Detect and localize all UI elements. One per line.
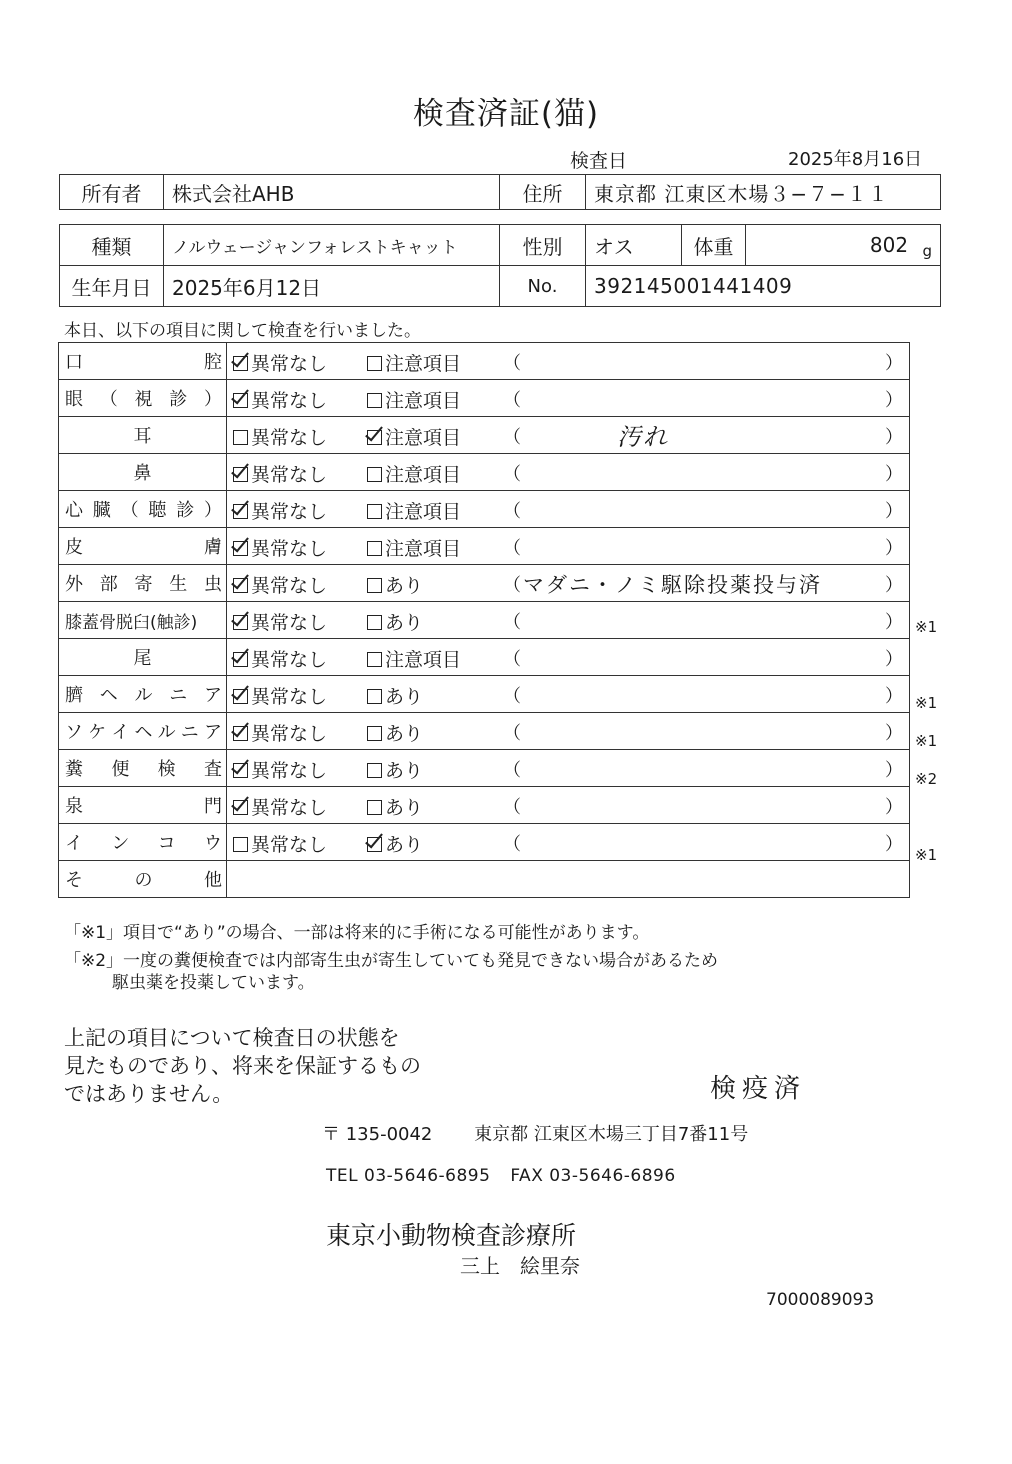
caution-checkbox[interactable]	[367, 571, 423, 598]
paren-open: （	[503, 834, 521, 855]
other-notes[interactable]	[227, 861, 910, 898]
check-category	[59, 454, 227, 491]
normal-checkbox[interactable]	[233, 386, 327, 413]
check-row	[59, 417, 910, 454]
checkbox-label: 異常なし	[251, 353, 328, 375]
footnote-mark: ※1	[915, 732, 938, 750]
checkbox-label: あり	[385, 612, 424, 634]
paren-close: ）	[885, 723, 903, 744]
caution-checkbox[interactable]	[367, 793, 423, 820]
normal-checkbox[interactable]	[233, 608, 327, 635]
check-options	[227, 713, 910, 750]
check-category-label: 皮 膚	[65, 537, 222, 558]
owner-label: 所有者	[60, 175, 164, 210]
address-value: 東京都 江東区木場３−７−１１	[586, 175, 941, 210]
examiner-name: 三上 絵里奈	[460, 1254, 580, 1278]
paren-close: ）	[885, 390, 903, 411]
sex-label: 性別	[500, 225, 586, 266]
paren-close: ）	[885, 760, 903, 781]
check-category-label: 口 腔	[65, 352, 222, 373]
checkbox-icon[interactable]	[233, 467, 248, 482]
footnote-1: 「※1」項目で“あり”の場合、一部は将来的に手術になる可能性があります。	[64, 923, 650, 943]
check-category-label: 心 臓 （ 聴 診 ）	[65, 500, 222, 521]
check-category	[59, 343, 227, 380]
check-row	[59, 454, 910, 491]
caution-checkbox[interactable]	[367, 682, 423, 709]
breed-value: ノルウェージャンフォレストキャット	[164, 225, 500, 266]
check-options	[227, 528, 910, 565]
paren-close: ）	[885, 427, 903, 448]
check-options	[227, 639, 910, 676]
checkbox-label: 異常なし	[251, 575, 328, 597]
check-category	[59, 491, 227, 528]
caution-checkbox[interactable]	[367, 423, 461, 450]
clinic-address: 東京都 江東区木場三丁目7番11号	[474, 1124, 749, 1145]
check-options	[227, 380, 910, 417]
checkbox-label: 異常なし	[251, 612, 328, 634]
normal-checkbox[interactable]	[233, 645, 327, 672]
checkbox-icon[interactable]	[233, 652, 248, 667]
paren-open: （	[503, 427, 521, 448]
paren-close: ）	[885, 538, 903, 559]
checkbox-icon[interactable]	[233, 578, 248, 593]
checkbox-icon[interactable]	[233, 393, 248, 408]
checkbox-icon[interactable]	[367, 467, 382, 482]
checkbox-icon[interactable]	[233, 837, 248, 852]
check-options	[227, 417, 910, 454]
paren-close: ）	[885, 464, 903, 485]
postal-code: 〒 135-0042	[322, 1124, 433, 1145]
check-category-label: 尾	[133, 648, 152, 669]
check-note: 汚れ	[617, 423, 669, 451]
caution-checkbox[interactable]	[367, 534, 461, 561]
normal-checkbox[interactable]	[233, 534, 327, 561]
normal-checkbox[interactable]	[233, 719, 327, 746]
check-category	[59, 861, 227, 898]
weight-cell	[746, 225, 941, 266]
check-row	[59, 639, 910, 676]
sex-value: オス	[586, 225, 682, 266]
checkbox-label: 注意項目	[385, 464, 462, 486]
check-row	[59, 676, 910, 713]
checkbox-label: 注意項目	[385, 390, 462, 412]
checkbox-label: 異常なし	[251, 797, 328, 819]
check-category	[59, 417, 227, 454]
checkbox-icon[interactable]	[233, 430, 248, 445]
checkbox-icon[interactable]	[233, 356, 248, 371]
paren-close: ）	[885, 353, 903, 374]
checkbox-label: 注意項目	[385, 353, 462, 375]
check-category-label: 糞 便 検 査	[65, 759, 222, 780]
check-category	[59, 380, 227, 417]
checkbox-icon[interactable]	[367, 393, 382, 408]
paren-open: （	[503, 501, 521, 522]
check-category	[59, 750, 227, 787]
checkbox-label: 注意項目	[385, 649, 462, 671]
check-options	[227, 343, 910, 380]
check-row	[59, 565, 910, 602]
normal-checkbox[interactable]	[233, 830, 327, 857]
checkbox-label: 注意項目	[385, 427, 462, 449]
paren-open: （	[503, 612, 521, 633]
checkbox-label: あり	[385, 686, 424, 708]
no-label: No.	[500, 266, 586, 307]
exam-date-label: 検査日	[570, 150, 628, 172]
checkbox-label: あり	[385, 797, 424, 819]
checkbox-icon[interactable]	[233, 541, 248, 556]
paren-close: ）	[885, 501, 903, 522]
paren-open: （	[503, 353, 521, 374]
normal-checkbox[interactable]	[233, 682, 327, 709]
checkbox-icon[interactable]	[367, 615, 382, 630]
checkbox-label: 注意項目	[385, 538, 462, 560]
animal-table	[59, 224, 941, 307]
check-category-label: そ の 他	[65, 870, 222, 891]
checkbox-icon[interactable]	[233, 763, 248, 778]
caution-checkbox[interactable]	[367, 830, 423, 857]
check-options	[227, 750, 910, 787]
check-category	[59, 824, 227, 861]
paren-close: ）	[885, 797, 903, 818]
checkbox-label: 注意項目	[385, 501, 462, 523]
footnote-mark: ※1	[915, 846, 938, 864]
check-row-other	[59, 861, 910, 898]
paren-open: （	[503, 686, 521, 707]
weight-unit: g	[922, 242, 932, 260]
breed-label: 種類	[60, 225, 164, 266]
checkbox-label: あり	[385, 760, 424, 782]
footnote-mark: ※1	[915, 618, 938, 636]
checkbox-label: 異常なし	[251, 538, 328, 560]
check-category-label: イ ン コ ウ	[65, 833, 222, 854]
check-row	[59, 343, 910, 380]
paren-close: ）	[885, 575, 903, 596]
fax: FAX 03-5646-6896	[510, 1166, 676, 1186]
checkbox-label: 異常なし	[251, 760, 328, 782]
check-table	[58, 342, 910, 898]
check-category-label: 外 部 寄 生 虫	[65, 574, 222, 595]
caution-checkbox[interactable]	[367, 386, 461, 413]
check-category	[59, 602, 227, 639]
normal-checkbox[interactable]	[233, 756, 327, 783]
check-category-label: 眼 （ 視 診 ）	[65, 389, 222, 410]
paren-open: （	[503, 575, 521, 596]
contact-line	[326, 1166, 676, 1186]
checkbox-icon[interactable]	[367, 652, 382, 667]
check-category	[59, 787, 227, 824]
checkbox-icon[interactable]	[367, 578, 382, 593]
exam-date: 2025年8月16日	[788, 149, 923, 170]
address-label: 住所	[500, 175, 586, 210]
certification-text	[64, 1024, 421, 1108]
check-category	[59, 528, 227, 565]
check-row	[59, 750, 910, 787]
checkbox-icon[interactable]	[367, 541, 382, 556]
checkbox-icon[interactable]	[367, 763, 382, 778]
paren-close: ）	[885, 649, 903, 670]
checkbox-icon[interactable]	[233, 726, 248, 741]
check-options	[227, 787, 910, 824]
intro-text: 本日、以下の項目に関して検査を行いました。	[64, 321, 421, 341]
checkbox-icon[interactable]	[367, 837, 382, 852]
check-options	[227, 676, 910, 713]
footnote-2-line1: 「※2」一度の糞便検査では内部寄生虫が寄生していても発見できない場合があるため	[64, 951, 719, 971]
normal-checkbox[interactable]	[233, 460, 327, 487]
check-options	[227, 565, 910, 602]
check-options	[227, 602, 910, 639]
check-category-label: 臍 ヘ ル ニ ア	[65, 685, 222, 706]
owner-value: 株式会社AHB	[164, 175, 500, 210]
check-row	[59, 380, 910, 417]
paren-open: （	[503, 538, 521, 559]
checkbox-icon[interactable]	[367, 430, 382, 445]
caution-checkbox[interactable]	[367, 719, 423, 746]
check-category-label: 膝蓋骨脱臼(触診)	[65, 612, 198, 633]
checkbox-icon[interactable]	[233, 615, 248, 630]
birth-value: 2025年6月12日	[164, 266, 500, 307]
tel: TEL 03-5646-6895	[326, 1166, 491, 1186]
cert-line-2: 見たものであり、将来を保証するもの	[64, 1054, 421, 1078]
clinic-name: 東京小動物検査診療所	[326, 1221, 577, 1250]
cert-line-3: ではありません。	[64, 1082, 234, 1106]
checkbox-icon[interactable]	[233, 689, 248, 704]
check-category	[59, 713, 227, 750]
check-row	[59, 602, 910, 639]
checkbox-icon[interactable]	[233, 800, 248, 815]
checkbox-label: 異常なし	[251, 464, 328, 486]
document-number: 7000089093	[766, 1290, 875, 1310]
check-options	[227, 454, 910, 491]
checkbox-label: あり	[385, 575, 424, 597]
checkbox-label: 異常なし	[251, 501, 328, 523]
checkbox-label: あり	[385, 723, 424, 745]
check-category	[59, 565, 227, 602]
cert-line-1: 上記の項目について検査日の状態を	[64, 1026, 400, 1050]
check-category	[59, 676, 227, 713]
normal-checkbox[interactable]	[233, 793, 327, 820]
check-category-label: 耳	[133, 426, 152, 447]
clinic-address-line	[322, 1120, 748, 1146]
paren-open: （	[503, 464, 521, 485]
check-row	[59, 713, 910, 750]
check-category-label: 鼻	[133, 463, 152, 484]
quarantine-stamp: 検疫済	[710, 1074, 807, 1104]
paren-open: （	[503, 390, 521, 411]
footnote-2-line2: 駆虫薬を投薬しています。	[112, 973, 315, 993]
caution-checkbox[interactable]	[367, 497, 461, 524]
checkbox-icon[interactable]	[367, 689, 382, 704]
weight-label: 体重	[682, 225, 746, 266]
checkbox-icon[interactable]	[367, 800, 382, 815]
weight-value: 802	[869, 233, 909, 257]
normal-checkbox[interactable]	[233, 497, 327, 524]
checkbox-label: 異常なし	[251, 649, 328, 671]
footnote-mark: ※1	[915, 694, 938, 712]
check-row	[59, 787, 910, 824]
normal-checkbox[interactable]	[233, 423, 327, 450]
checkbox-icon[interactable]	[233, 504, 248, 519]
birth-label: 生年月日	[60, 266, 164, 307]
checkbox-icon[interactable]	[367, 726, 382, 741]
paren-open: （	[503, 797, 521, 818]
caution-checkbox[interactable]	[367, 756, 423, 783]
checkbox-label: 異常なし	[251, 723, 328, 745]
paren-close: ）	[885, 834, 903, 855]
checkbox-label: 異常なし	[251, 390, 328, 412]
footnote-mark: ※2	[915, 770, 938, 788]
normal-checkbox[interactable]	[233, 349, 327, 376]
checkbox-label: 異常なし	[251, 686, 328, 708]
caution-checkbox[interactable]	[367, 608, 423, 635]
checkbox-label: 異常なし	[251, 427, 328, 449]
checkbox-label: あり	[385, 834, 424, 856]
check-category-label: ソ ケ イ ヘ ル ニ ア	[65, 722, 222, 743]
check-note: マダニ・ノミ駆除投薬投与済	[523, 573, 822, 597]
check-options	[227, 491, 910, 528]
check-row	[59, 528, 910, 565]
check-options	[227, 824, 910, 861]
checkbox-label: 異常なし	[251, 834, 328, 856]
checkbox-icon[interactable]	[367, 504, 382, 519]
check-category	[59, 639, 227, 676]
normal-checkbox[interactable]	[233, 571, 327, 598]
owner-table	[59, 174, 941, 210]
caution-checkbox[interactable]	[367, 460, 461, 487]
no-value: 392145001441409	[586, 266, 941, 307]
check-row	[59, 491, 910, 528]
paren-open: （	[503, 649, 521, 670]
paren-close: ）	[885, 686, 903, 707]
paren-open: （	[503, 723, 521, 744]
caution-checkbox[interactable]	[367, 645, 461, 672]
paren-open: （	[503, 760, 521, 781]
checkbox-icon[interactable]	[367, 356, 382, 371]
paren-close: ）	[885, 612, 903, 633]
check-category-label: 泉 門	[65, 796, 222, 817]
caution-checkbox[interactable]	[367, 349, 461, 376]
page-title: 検査済証(猫)	[412, 96, 600, 132]
check-row	[59, 824, 910, 861]
